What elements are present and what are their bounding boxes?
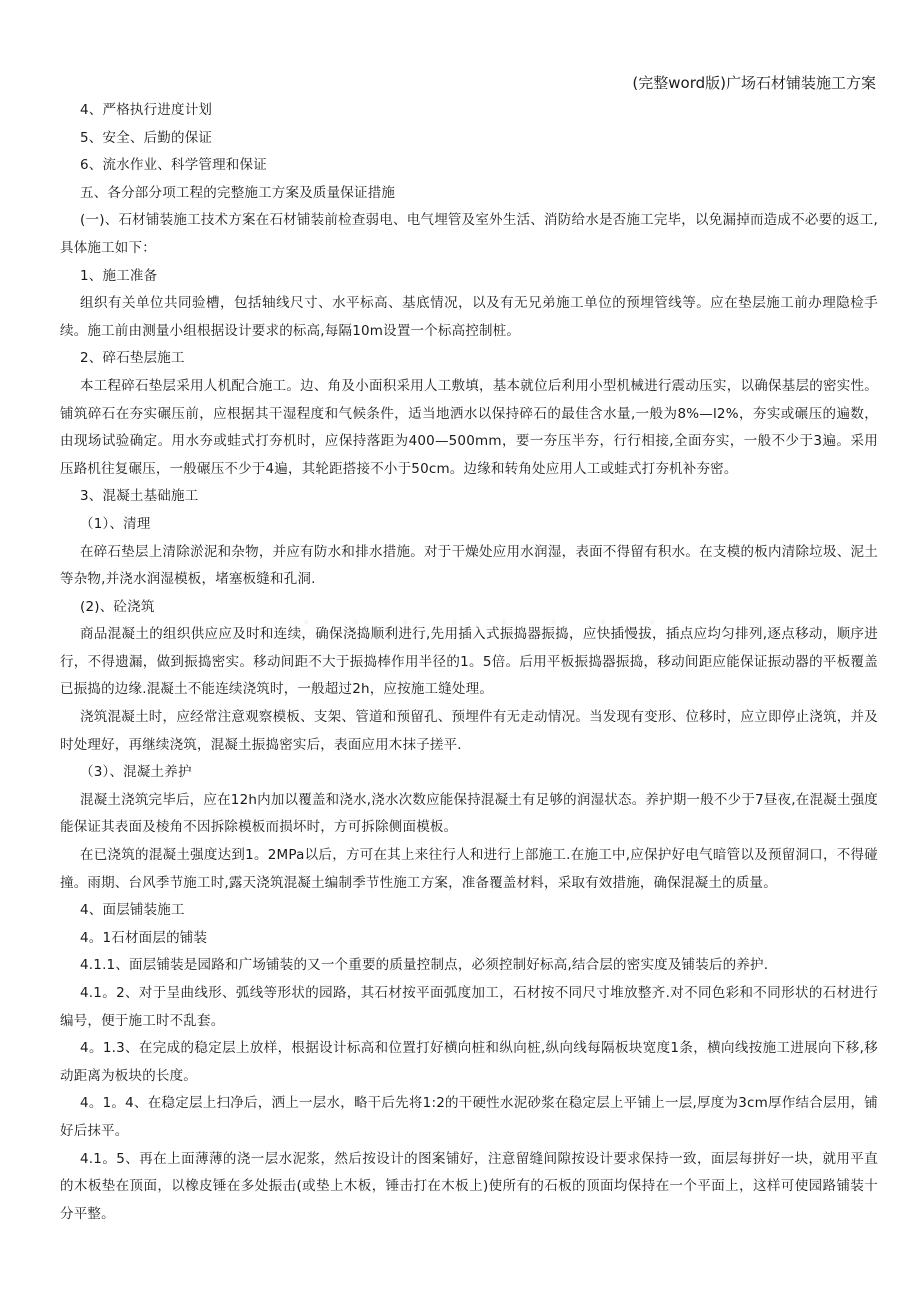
- subheading: (2)、砼浇筑: [80, 598, 155, 615]
- page-header: (完整word版)广场石材铺装施工方案: [632, 74, 876, 92]
- paragraph: 商品混凝土的组织供应应及时和连续，确保浇捣顺利进行,先用插入式振捣器振捣，应快插慢拔，插点应均匀排列,逐点移动，顺序进行，不得遗漏，做到振捣密实。移动间距不大于振捣棒作用半径的1。5倍。后用平板振捣器振捣，移动间距应能保证振动器的平板覆盖已振捣的边缘.混凝土不能连续浇筑时，一般超过2h，应按施工缝处理。: [60, 626, 878, 698]
- paragraph: 5、安全、后勤的保证: [80, 129, 213, 146]
- paragraph: 浇筑混凝土时，应经常注意观察模板、支架、管道和预留孔、预埋件有无走动情况。当发现有变形、位移时，应立即停止浇筑，并及时处理好，再继续浇筑，混凝土振捣密实后，表面应用木抹子搓平.: [60, 709, 878, 753]
- paragraph: 在已浇筑的混凝土强度达到1。2MPa以后，方可在其上来往行人和进行上部施工.在施工中,应保护好电气暗管以及预留洞口，不得碰撞。雨期、台风季节施工时,露天浇筑混凝土编制季节性施工方案，准备覆盖材料，采取有效措施，确保混凝土的质量。: [60, 847, 878, 891]
- paragraph: 4.1.1、面层铺装是园路和广场铺装的又一个重要的质量控制点，必须控制好标高,结合层的密实度及铺装后的养护.: [80, 957, 769, 974]
- paragraph: 在碎石垫层上清除淤泥和杂物，并应有防水和排水措施。对于干燥处应用水润湿，表面不得留有积水。在支模的板内清除垃圾、泥土等杂物,并浇水润湿模板，堵塞板缝和孔洞.: [60, 543, 878, 588]
- subheading: （1）、清理: [80, 515, 151, 532]
- paragraph: 4.1。2、对于呈曲线形、弧线等形状的园路，其石材按平面弧度加工，石材按不同尺寸堆放整齐.对不同色彩和不同形状的石材进行编号，便于施工时不乱套。: [60, 985, 878, 1029]
- subheading: 4。1石材面层的铺装: [80, 929, 208, 946]
- subheading: 3、混凝土基础施工: [80, 488, 199, 505]
- paragraph: 本工程碎石垫层采用人机配合施工。边、角及小面积采用人工敷填，基本就位后利用小型机械进行震动压实，以确保基层的密实性。铺筑碎石在夯实碾压前，应根据其干湿程度和气候条件，适当地洒水以保持碎石的最佳含水量,一般为8%—l2%，夯实或碾压的遍数，由现场试验确定。用水夯或蛙式打夯机时，应保持落距为400—500mm，要一夯压半夯，行行相接,全面夯实，一般不少于3遍。采用压路机往复碾压，一般碾压不少于4遍，其轮距搭接不小于50cm。边缘和转角处应用人工或蛙式打夯机补夯密。: [60, 377, 878, 477]
- paragraph: 4.1。5、再在上面薄薄的浇一层水泥浆，然后按设计的图案铺好，注意留缝间隙按设计要求保持一致，面层每拼好一块，就用平直的木板垫在顶面，以橡皮锤在多处振击(或垫上木板，锤击打在木板上)使所有的石板的顶面均保持在一个平面上，这样可使园路铺装十分平整。: [60, 1150, 878, 1222]
- subheading: 2、碎石垫层施工: [80, 350, 185, 367]
- paragraph: 混凝土浇筑完毕后，应在12h内加以覆盖和浇水,浇水次数应能保持混凝土有足够的润湿状态。养护期一般不少于7昼夜,在混凝土强度能保证其表面及棱角不因拆除模板而损坏时，方可拆除侧面模板。: [60, 791, 878, 836]
- paragraph: 组织有关单位共同验槽，包括轴线尺寸、水平标高、基底情况，以及有无兄弟施工单位的预埋管线等。应在垫层施工前办理隐检手续。施工前由测量小组根据设计要求的标高,每隔10m设置一个标高控制桩。: [60, 295, 878, 339]
- paragraph: 6、流水作业、科学管理和保证: [80, 157, 267, 174]
- paragraph: 4、严格执行进度计划: [80, 102, 213, 118]
- paragraph: 4。1。4、在稳定层上扫净后，洒上一层水，略干后先将1:2的干硬性水泥砂浆在稳定层上平铺上一层,厚度为3cm厚作结合层用，铺好后抹平。: [60, 1095, 878, 1139]
- subheading: （3）、混凝土养护: [80, 764, 192, 781]
- paragraph: 4。1.3、在完成的稳定层上放样，根据设计标高和位置打好横向桩和纵向桩,纵向线每隔板块宽度1条，横向线按施工进展向下移,移动距离为板块的长度。: [60, 1040, 878, 1084]
- subheading: 4、面层铺装施工: [80, 902, 185, 919]
- document-body: [60, 97, 878, 1228]
- subheading: 1、施工准备: [80, 267, 158, 284]
- paragraph: (一)、石材铺装施工技术方案在石材铺装前检查弱电、电气埋管及室外生活、消防给水是否施工完毕，以免漏掉而造成不必要的返工,具体施工如下：: [60, 212, 878, 256]
- section-heading: 五、各分部分项工程的完整施工方案及质量保证措施: [80, 184, 396, 201]
